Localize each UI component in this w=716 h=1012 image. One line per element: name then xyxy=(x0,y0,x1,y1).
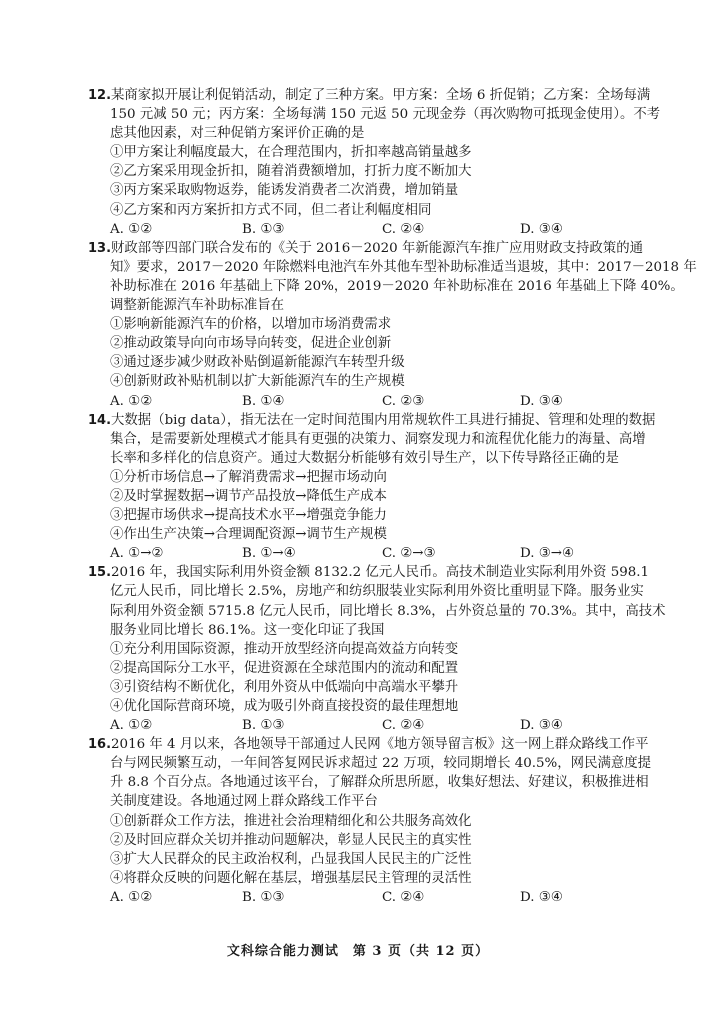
answer-choice: B. ①④ xyxy=(242,393,285,409)
statement-option: ②乙方案采用现金折扣，随着消费额增加，打折力度不断加大 xyxy=(110,164,472,180)
exam-page xyxy=(88,86,697,907)
answer-choice: C. ②④ xyxy=(382,889,425,905)
answer-choice: B. ①③ xyxy=(242,889,285,905)
question-stem-text: 调整新能源汽车补助标准旨在 xyxy=(110,298,285,314)
statement-option: ④作出生产决策→合理调配资源→调节生产规模 xyxy=(110,527,387,543)
question-stem-text: 2016 年，我国实际利用外资金额 8132.2 亿元人民币。高技术制造业实际利用外资 598.1 xyxy=(111,565,650,581)
question-stem-text: 际利用外资金额 5715.8 亿元人民币，同比增长 8.3%，占外资总量的 70.3%。其中，高技术 xyxy=(110,603,666,619)
answer-choices xyxy=(88,544,678,563)
answer-choice: C. ②④ xyxy=(382,718,425,734)
question-12 xyxy=(88,86,678,239)
question-stem-line xyxy=(88,582,678,601)
question-16 xyxy=(88,735,678,907)
answer-choice: B. ①→④ xyxy=(242,546,296,562)
answer-choices xyxy=(88,716,678,735)
answer-choice: C. ②→③ xyxy=(382,546,436,562)
question-15 xyxy=(88,563,678,735)
question-number: 14. xyxy=(88,412,112,428)
statement-option: ③通过逐步减少财政补贴倒逼新能源汽车转型升级 xyxy=(110,355,405,371)
question-stem-text: 台与网民频繁互动，一年间答复网民诉求超过 22 万项，较同期增长 40.5%，网民满意度提 xyxy=(110,756,652,772)
answer-choice: D. ③④ xyxy=(520,393,563,409)
question-stem-line xyxy=(88,773,678,792)
statement-option: ①分析市场信息→了解消费需求→把握市场动向 xyxy=(110,469,387,485)
question-stem-text: 集合，是需要新处理模式才能具有更强的决策力、洞察发现力和流程优化能力的海量、高增 xyxy=(110,431,646,447)
question-stem-line xyxy=(88,411,678,430)
question-stem-line xyxy=(88,105,678,124)
answer-choice: A. ①② xyxy=(110,393,153,409)
statement-option: ①影响新能源汽车的价格，以增加市场消费需求 xyxy=(110,317,392,333)
question-stem-text: 虑其他因素，对三种促销方案评价正确的是 xyxy=(110,126,365,142)
question-stem-line xyxy=(88,792,678,811)
answer-choice: A. ①② xyxy=(110,718,153,734)
question-stem-text: 150 元减 50 元；丙方案：全场每满 150 元返 50 元现金券（再次购物可抵现金使用）。不考 xyxy=(110,107,661,123)
answer-choice: A. ①② xyxy=(110,221,153,237)
question-stem-line xyxy=(88,449,678,468)
question-stem-line xyxy=(88,563,678,582)
question-stem-line xyxy=(88,621,678,640)
answer-choice: A. ①② xyxy=(110,889,153,905)
question-stem-text: 补助标准在 2016 年基础上下降 20%，2019－2020 年补助标准在 2016 年基础上下降 40%。 xyxy=(110,278,684,294)
statement-option: ③扩大人民群众的民主政治权利，凸显我国人民民主的广泛性 xyxy=(110,851,472,867)
answer-choice: D. ③④ xyxy=(520,718,563,734)
question-stem-line xyxy=(88,754,678,773)
question-14 xyxy=(88,411,678,564)
statement-option: ④将群众反映的问题化解在基层，增强基层民主管理的灵活性 xyxy=(110,870,472,886)
page-footer: 文科综合能力测试 第 3 页（共 12 页） xyxy=(226,944,490,959)
question-stem-text: 亿元人民币，同比增长 2.5%，房地产和纺织服装业实际利用外资比重明显下降。服务业实 xyxy=(110,584,644,600)
question-stem-line xyxy=(88,430,678,449)
question-stem-line xyxy=(88,296,678,315)
question-stem-text: 升 8.8 个百分点。各地通过该平台，了解群众所思所愿，收集好想法、好建议，积极推进相 xyxy=(110,775,649,791)
answer-choice: D. ③④ xyxy=(520,221,563,237)
statement-option: ①充分利用国际资源，推动开放型经济向提高效益方向转变 xyxy=(110,641,459,657)
question-stem-text: 大数据（big data），指无法在一定时间范围内用常规软件工具进行捕捉、管理和处理的数据 xyxy=(111,412,656,428)
answer-choices xyxy=(88,392,678,411)
question-stem-line xyxy=(88,277,684,296)
question-stem-line xyxy=(88,258,697,277)
question-number: 16. xyxy=(88,737,112,753)
question-number: 13. xyxy=(88,240,112,256)
question-stem-text: 2016 年 4 月以来，各地领导干部通过人民网《地方领导留言板》这一网上群众路线工作平 xyxy=(111,737,649,753)
statement-option: ③丙方案采取购物返券，能诱发消费者二次消费，增加销量 xyxy=(110,183,459,199)
answer-choice: A. ①→② xyxy=(110,546,164,562)
question-stem-line xyxy=(88,124,678,143)
answer-choice: D. ③④ xyxy=(520,889,563,905)
statement-option: ④创新财政补贴机制以扩大新能源汽车的生产规模 xyxy=(110,374,405,390)
statement-option: ②推动政策导向向市场导向转变，促进企业创新 xyxy=(110,336,392,352)
question-stem-text: 知》要求，2017－2020 年除燃料电池汽车外其他车型补助标准适当退坡，其中：2017－2018 年 xyxy=(110,259,697,275)
statement-option: ①甲方案让利幅度最大，在合理范围内，折扣率越高销量越多 xyxy=(110,145,472,161)
statement-option: ③把握市场供求→提高技术水平→增强竞争能力 xyxy=(110,508,387,524)
answer-choice: B. ①③ xyxy=(242,718,285,734)
statement-option: ②及时回应群众关切并推动问题解决，彰显人民民主的真实性 xyxy=(110,832,472,848)
question-stem-text: 某商家拟开展让利促销活动，制定了三种方案。甲方案：全场 6 折促销；乙方案：全场每满 xyxy=(111,88,651,103)
statement-option: ②及时掌握数据→调节产品投放→降低生产成本 xyxy=(110,488,387,504)
question-number: 12. xyxy=(88,88,112,103)
statement-option: ②提高国际分工水平，促进资源在全球范围内的流动和配置 xyxy=(110,660,459,676)
answer-choices xyxy=(88,888,678,907)
question-13 xyxy=(88,239,697,411)
statement-option: ③引资结构不断优化，利用外资从中低端向中高端水平攀升 xyxy=(110,679,459,695)
answer-choice: B. ①③ xyxy=(242,221,285,237)
question-stem-line xyxy=(88,735,678,754)
question-stem-text: 财政部等四部门联合发布的《关于 2016－2020 年新能源汽车推广应用财政支持政策的通 xyxy=(111,240,643,256)
answer-choice: D. ③→④ xyxy=(520,546,575,562)
question-number: 15. xyxy=(88,565,112,581)
answer-choice: C. ②④ xyxy=(382,221,425,237)
question-stem-text: 长率和多样化的信息资产。通过大数据分析能够有效引导生产，以下传导路径正确的是 xyxy=(110,450,619,466)
answer-choice: C. ②③ xyxy=(382,393,425,409)
question-stem-line xyxy=(88,602,678,621)
question-stem-line xyxy=(88,86,678,105)
question-stem-text: 服务业同比增长 86.1%。这一变化印证了我国 xyxy=(110,622,385,638)
question-stem-text: 关制度建设。各地通过网上群众路线工作平台 xyxy=(110,794,378,810)
statement-option: ④优化国际营商环境，成为吸引外商直接投资的最佳理想地 xyxy=(110,699,459,714)
question-stem-line xyxy=(88,239,678,258)
statement-option: ①创新群众工作方法，推进社会治理精细化和公共服务高效化 xyxy=(110,813,472,829)
statement-option: ④乙方案和丙方案折扣方式不同，但二者让利幅度相同 xyxy=(110,202,432,218)
answer-choices xyxy=(88,220,678,239)
